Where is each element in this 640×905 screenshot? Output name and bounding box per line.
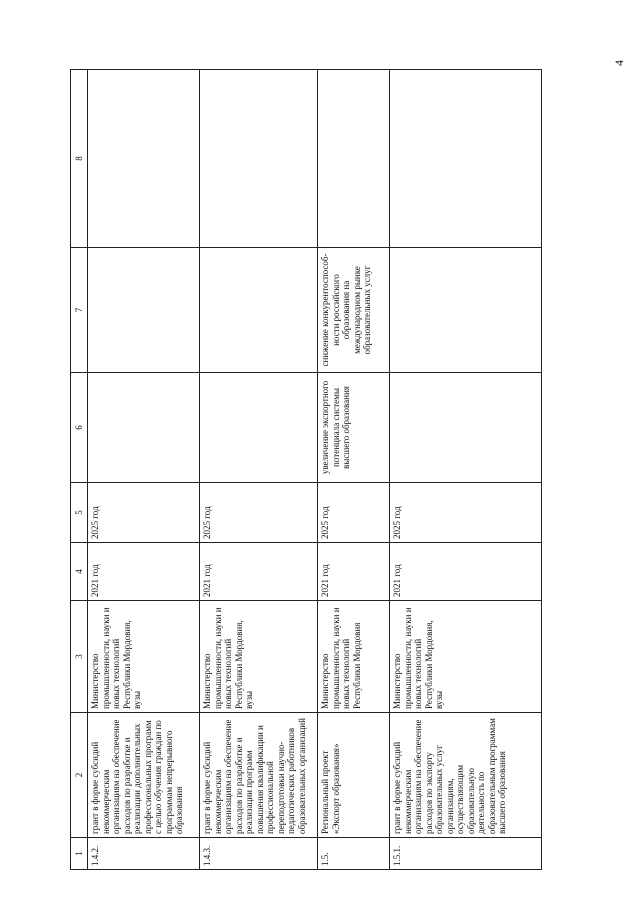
expected-result [88, 373, 200, 483]
row-number: 1.4.2. [88, 838, 200, 870]
link-to-indicators [88, 70, 200, 248]
executor: Министерство промышленности, науки и новых технологий Республики Мордовия [318, 601, 390, 713]
table-row [318, 70, 390, 870]
expected-result: увеличение экспортного потенциала системы высшего образования [318, 373, 390, 483]
executor: Министерство промышленности, науки и новых технологий Республики Мордовия, вузы [200, 601, 318, 713]
risk [88, 248, 200, 373]
risk [200, 248, 318, 373]
expected-result [390, 373, 542, 483]
expected-result [200, 373, 318, 483]
row-number: 1.4.3. [200, 838, 318, 870]
header-col-7: 7 [71, 248, 88, 373]
table-header-row [71, 70, 88, 870]
measure-name: грант в форме субсидий некоммерческим организациям на обеспечение расходов по экспорту образовательных услуг организациям, осуществляющим образовательную деятельность по образовательным программам высшего образования [390, 713, 542, 838]
header-col-3: 3 [71, 601, 88, 713]
table-row [88, 70, 200, 870]
measures-table [70, 69, 542, 870]
end-date: 2025 год [200, 483, 318, 543]
header-col-8: 8 [71, 70, 88, 248]
measure-name: грант в форме субсидий некоммерческим организациям на обеспечение расходов по разработке и реализации дополнительных профессиональных программ с целью обучения граждан по программам непрерывного образования [88, 713, 200, 838]
start-date: 2021 год [200, 543, 318, 601]
start-date: 2021 год [88, 543, 200, 601]
header-col-2: 2 [71, 713, 88, 838]
start-date: 2021 год [318, 543, 390, 601]
header-col-6: 6 [71, 373, 88, 483]
risk [390, 248, 542, 373]
header-col-4: 4 [71, 543, 88, 601]
measure-name: Региональный проект «Экспорт образования» [318, 713, 390, 838]
header-col-1: 1 [71, 838, 88, 870]
table-row [200, 70, 318, 870]
measure-name: грант в форме субсидий некоммерческим организациям на обеспечение расходов по разработке и реализации программ повышения квалификации и профессиональной переподготовки научно-педагогических работников образовательных организаций [200, 713, 318, 838]
header-col-5: 5 [71, 483, 88, 543]
measures-table-wrapper [70, 70, 540, 870]
end-date: 2025 год [390, 483, 542, 543]
end-date: 2025 год [318, 483, 390, 543]
link-to-indicators [200, 70, 318, 248]
page-number: 4 [612, 60, 626, 66]
start-date: 2021 год [390, 543, 542, 601]
link-to-indicators [390, 70, 542, 248]
risk: снижение конкурентоспособ-ности российского образования на международном рынке образовательных услуг [318, 248, 390, 373]
link-to-indicators [318, 70, 390, 248]
executor: Министерство промышленности, науки и новых технологий Республики Мордовия, вузы [88, 601, 200, 713]
row-number: 1.5. [318, 838, 390, 870]
row-number: 1.5.1. [390, 838, 542, 870]
end-date: 2025 год [88, 483, 200, 543]
table-row [390, 70, 542, 870]
executor: Министерство промышленности, науки и новых технологий Республики Мордовия, вузы [390, 601, 542, 713]
